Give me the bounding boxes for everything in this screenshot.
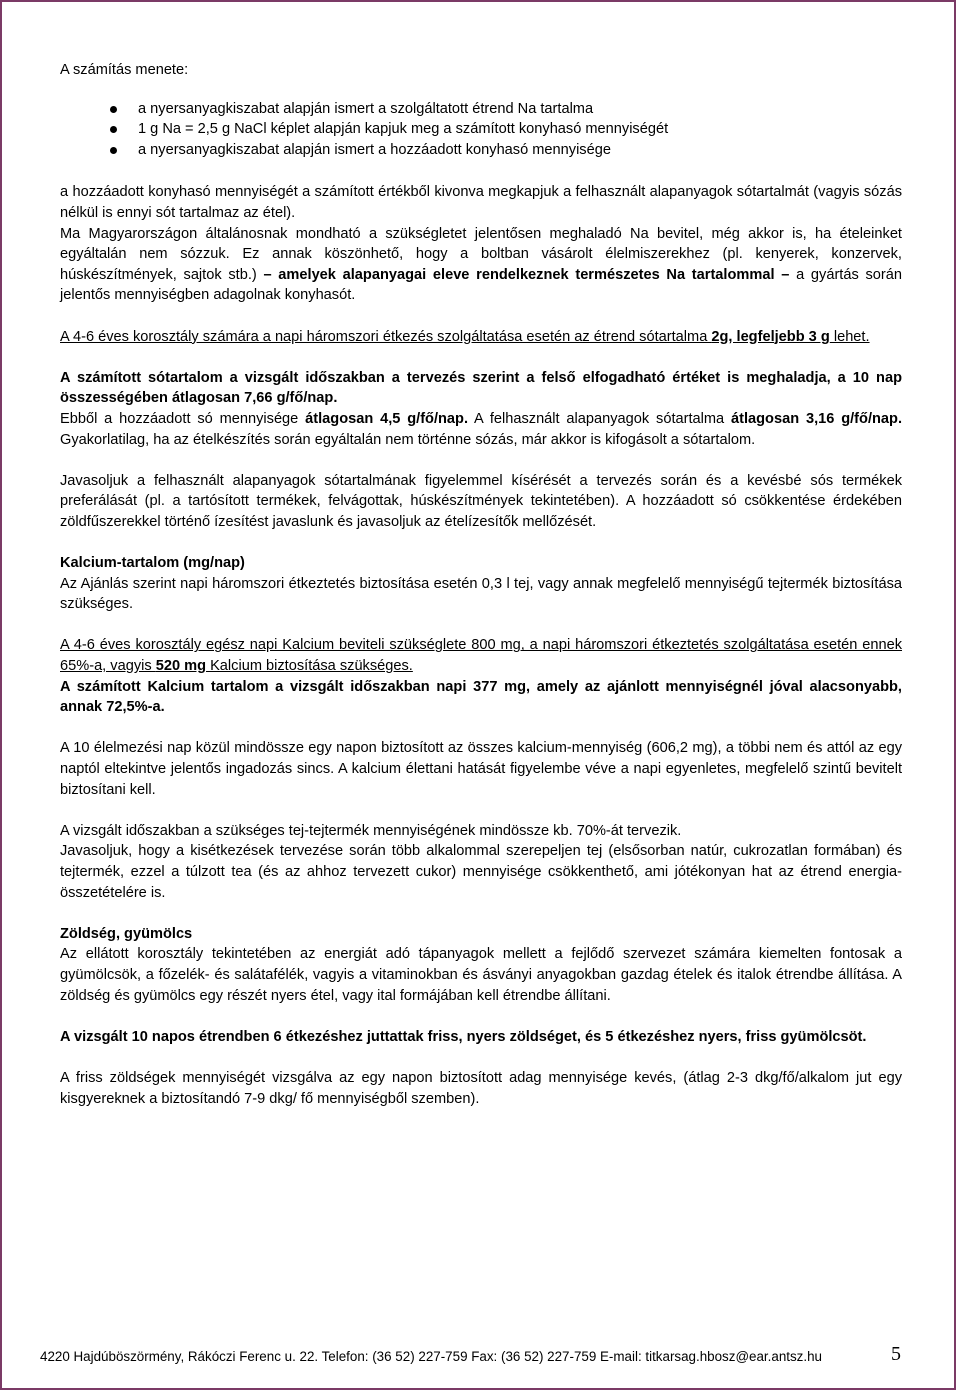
veg-section-title: Zöldség, gyümölcs xyxy=(60,925,193,942)
paragraph-salt-result: A számított sótartalom a vizsgált időszakban a tervezés szerint a felső elfogadható értéket is meghaladja, a 10 nap összességében átlagosan 7,66 g/fő/nap. Ebből a hozzáadott só mennyisége átlagosan 4,5 g/fő/nap. A felhasznált alapanyagok sótartalma átlagosan 3,16 g/fő/nap. Gyakorlatilag, ha az ételkészítés során egyáltalán nem történne sózás, már akkor is kifogásolt a sótartalom. xyxy=(60,369,902,448)
calcium-paragraph-1: Az Ajánlás szerint napi háromszori étkeztetés biztosítása esetén 0,3 l tej, vagy annak megfelelő mennyiségű tejtermék biztosítása szükséges. xyxy=(60,575,902,613)
calcium-paragraph-2: A 4-6 éves korosztály egész napi Kalcium beviteli szükséglete 800 mg, a napi háromszori étkeztetés szolgáltatása esetén ennek 65%-a, vagyis 520 mg Kalcium biztosítása szükséges. A számított Kalcium tartalom a vizsgált időszakban napi 377 mg, amely az ajánlott mennyiségnél jóval alacsonyabb, annak 72,5%-a. xyxy=(60,637,902,716)
calcium-paragraph-4: A 10 élelmezési nap közül mindössze egy napon biztosított az összes kalcium-mennyiség (606,2 mg), a többi nem és attól az egy naptól eltekintve jelentős ingadozás sincs. A kalcium élettani hatását figyelembe véve a napi egyenletes, megfelelő szintű bevitelt biztosítani kell. xyxy=(60,740,902,798)
list-item: a nyersanyagkiszabat alapján ismert a hozzáadott konyhasó mennyisége xyxy=(60,140,902,161)
paragraph-salt-recommendation: Javasoljuk a felhasznált alapanyagok sótartalmának figyelemmel kísérését a tervezés során és a kevésbé sós termékek preferálását (pl. a tartósított termékek, felvágottak, húskészítmények tekintetében). A hozzáadott só csökkentése érdekében zöldfűszerekkel történő ízesítést javaslunk és javasoljuk az ételízesítők mellőzését. xyxy=(60,472,902,530)
calcium-section-title: Kalcium-tartalom (mg/nap) xyxy=(60,555,245,572)
veg-paragraph-2: A vizsgált 10 napos étrendben 6 étkezéshez juttattak friss, nyers zöldséget, és 5 étkezéshez nyers, friss gyümölcsöt. xyxy=(60,1028,867,1045)
list-item: 1 g Na = 2,5 g NaCl képlet alapján kapjuk meg a számított konyhasó mennyiségét xyxy=(60,119,902,140)
footer-address: 4220 Hajdúböszörmény, Rákóczi Ferenc u. 22. Telefon: (36 52) 227-759 Fax: (36 52) 227-759 E-mail: titkarsag.hbosz@ear.antsz.hu xyxy=(40,1349,822,1364)
calcium-paragraph-5: A vizsgált időszakban a szükséges tej-tejtermék mennyiségének mindössze kb. 70%-át tervezik. Javasoljuk, hogy a kisétkezések tervezése során több alkalommal szerepeljen tej (elsősorban natúr, cukrozatlan formában) és tejtermék, ezzel a túlzott tea (és az ahhoz tervezett cukor) mennyisége csökkenthető, ami jótékonyan hat az étrend energia-összetételére is. xyxy=(60,822,902,901)
veg-paragraph-1: Az ellátott korosztály tekintetében az energiát adó tápanyagok mellett a fejlődő szervezet számára kiemelten fontosak a gyümölcsök, a főzelék- és salátafélék, vagyis a vitaminokban és ásványi anyagokban gazdag ételek és italok étrendbe állítása. A zöldség és gyümölcs egy részét nyers étel, vagy ital formájában kell étrendbe állítani. xyxy=(60,946,902,1004)
section-heading: A számítás menete: xyxy=(60,62,189,78)
list-item: a nyersanyagkiszabat alapján ismert a szolgáltatott étrend Na tartalma xyxy=(60,99,902,120)
document-body xyxy=(60,60,902,1109)
calculation-steps-list xyxy=(60,99,902,161)
veg-paragraph-3: A friss zöldségek mennyiségét vizsgálva az egy napon biztosított adag mennyisége kevés, (átlag 2-3 dkg/fő/alkalom jut egy kisgyereknek a biztosítandó 7-9 dkg/ fő mennyiségből szemben). xyxy=(60,1069,902,1107)
paragraph-salt-limit: A 4-6 éves korosztály számára a napi háromszori étkezés szolgáltatása esetén az étrend sótartalma 2g, legfeljebb 3 g lehet. xyxy=(60,328,870,345)
paragraph-salt-intro: a hozzáadott konyhasó mennyiségét a számított értékből kivonva megkapjuk a felhasznált alapanyagok sótartalmát (vagyis sózás nélkül is ennyi sót tartalmaz az étel). Ma Magyarországon általánosnak mondható a szükségletet jelentősen meghaladó Na bevitel, még akkor is, ha ételeinket egyáltalán nem sózzuk. Ez annak köszönhető, hogy a boltban vásárolt élelmiszerekhez (pl. kenyerek, konzervek, húskészítmények, sajtok stb.) – amelyek alapanyagai eleve rendelkeznek természetes Na tartalommal – a gyártás során jelentős mennyiségben adagolnak konyhasót. xyxy=(60,184,902,304)
page-number: 5 xyxy=(891,1343,901,1365)
